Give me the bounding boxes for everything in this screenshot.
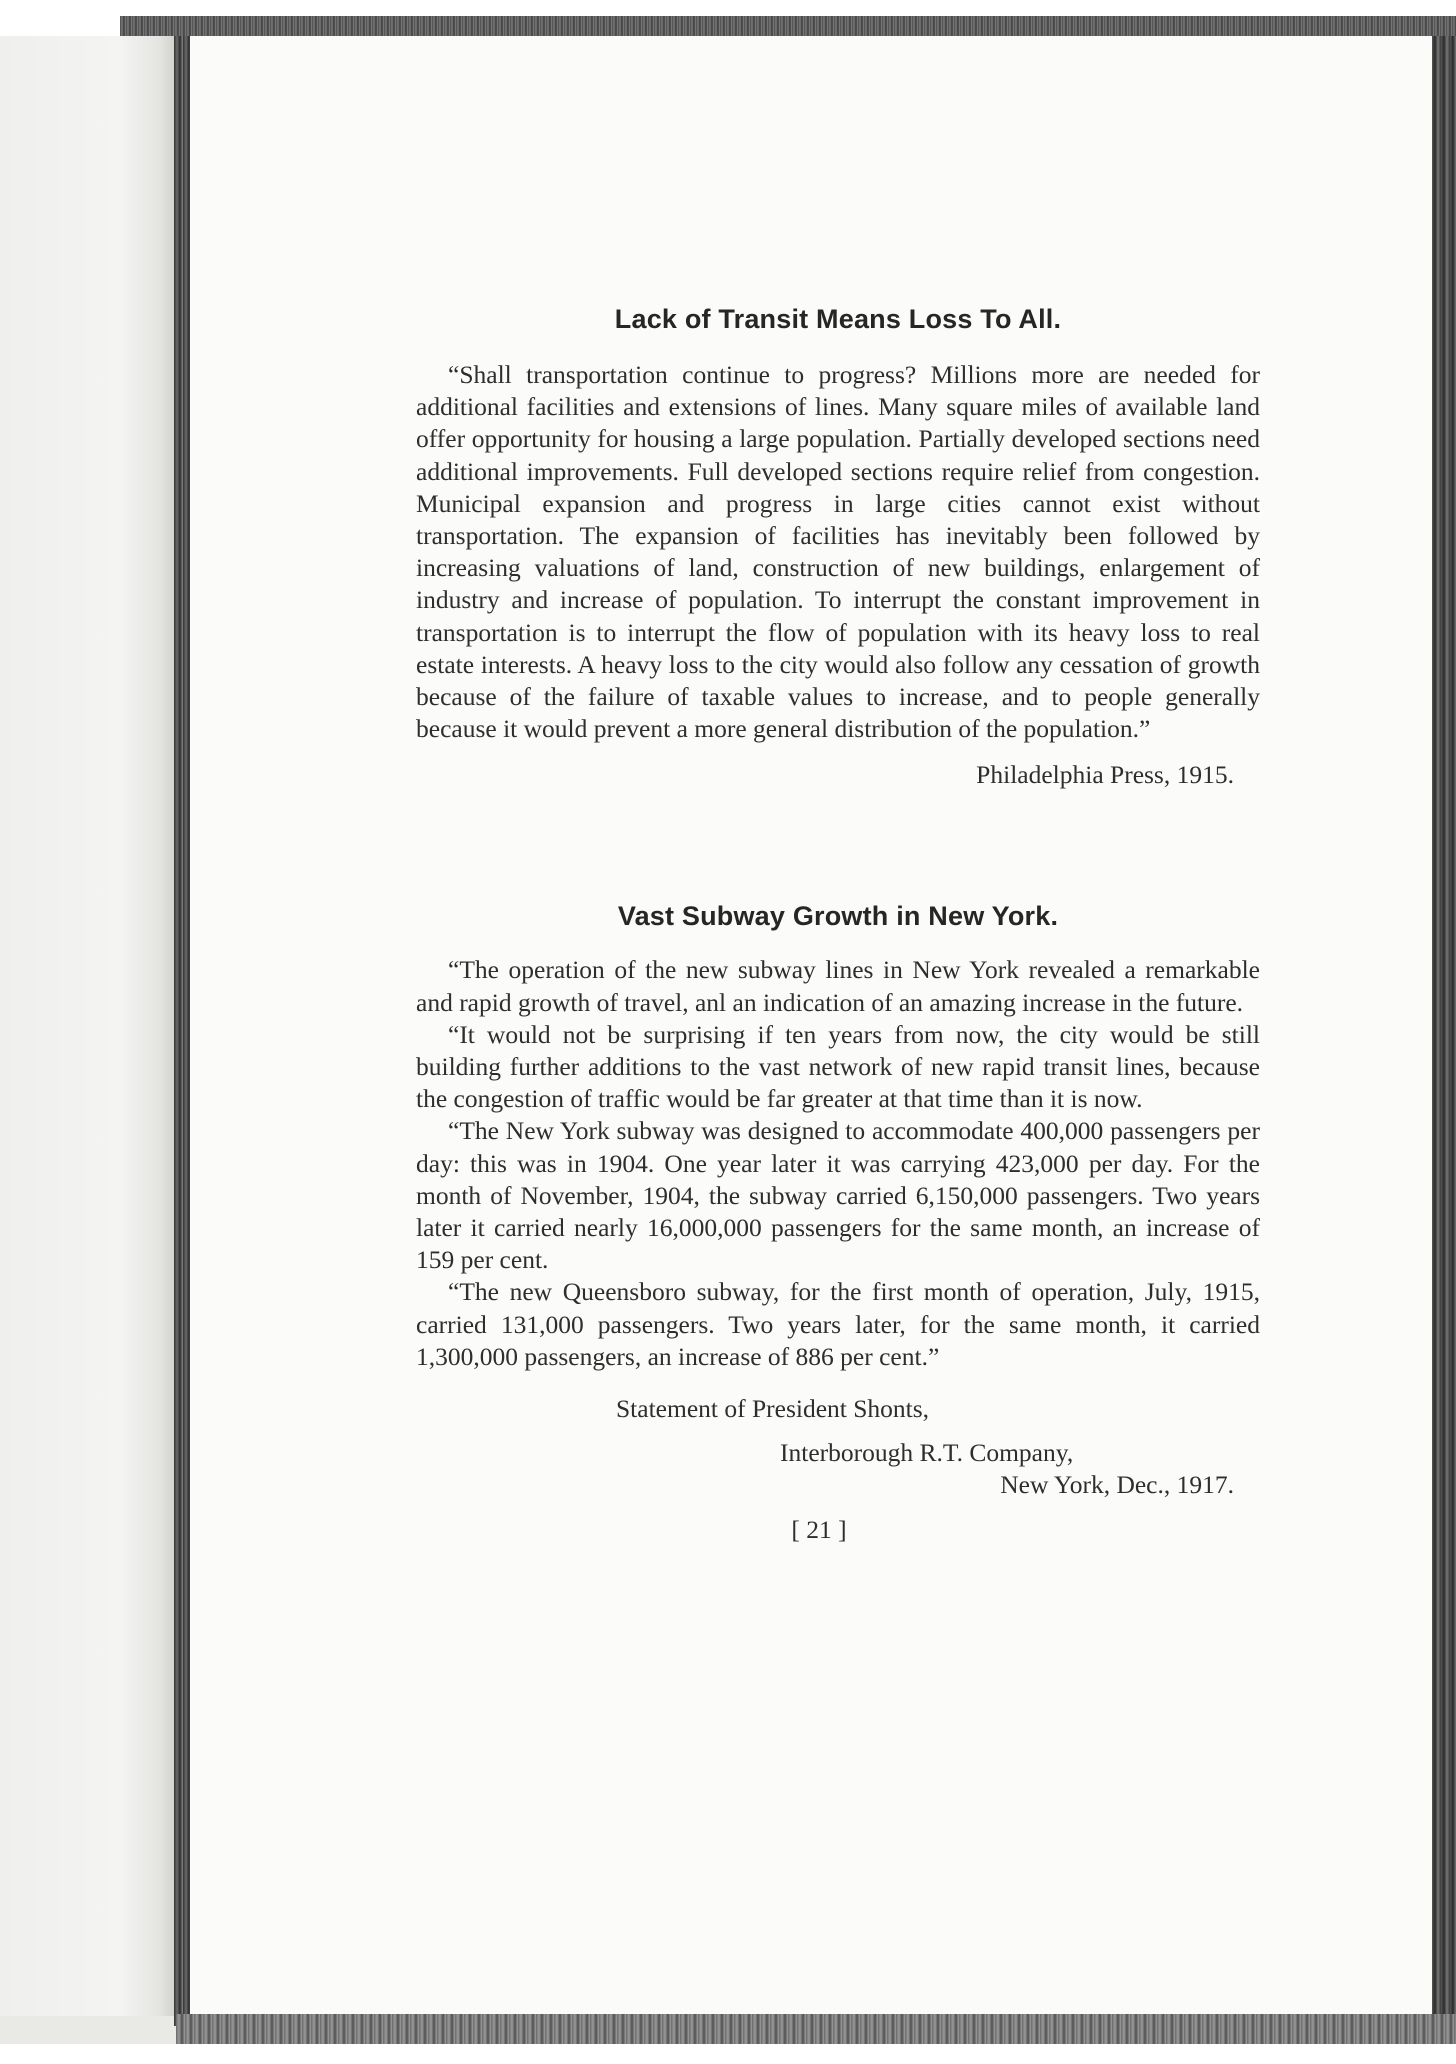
attribution-speaker: Statement of President Shonts,	[616, 1394, 930, 1424]
quote-paragraph: “Shall transportation continue to progress? Millions more are needed for additional facilities and extensions of lines. Many square miles of available land offer opportunity for housing a large population. Partially developed sections need additional improvements. Full developed sections require relief from congestion. Municipal expansion and progress in large cities cannot exist without transportation. The expansion of facilities has inevitably been followed by increasing valuations of land, construction of new buildings, enlargement of industry and increase of population. To interrupt the constant improvement in transportation is to interrupt the flow of population with its heavy loss to real estate interests. A heavy loss to the city would also follow any cessation of growth because of the failure of taxable values to increase, and to people generally because it would prevent a more general distribution of the population.”	[416, 360, 1260, 744]
section-heading-subway-growth: Vast Subway Growth in New York.	[617, 901, 1059, 932]
quote-attribution: Philadelphia Press, 1915.	[976, 760, 1234, 790]
quote-paragraph: “The New York subway was designed to accommodate 400,000 passengers per day: this was in 1904. One year later it was carrying 423,000 per day. For the month of November, 1904, the subway carried 6,150,000 passengers. Two years later it carried nearly 16,000,000 passengers for the same month, an increase of 159 per cent.	[416, 1116, 1260, 1275]
quote-paragraph: “It would not be surprising if ten years from now, the city would be still building further additions to the vast network of new rapid transit lines, because the congestion of traffic would be far greater at that time than it is now.	[416, 1019, 1260, 1114]
book-spine-edge	[174, 36, 190, 2026]
quote-paragraph: “The new Queensboro subway, for the first month of operation, July, 1915, carried 131,000 passengers. Two years later, for the same month, it carried 1,300,000 passengers, an increase of 886 per cent.”	[416, 1277, 1260, 1371]
page-content	[416, 260, 1260, 1545]
book-edge-right	[1432, 36, 1456, 2028]
attribution-company: Interborough R.T. Company,	[780, 1438, 1074, 1468]
section-heading-transit-loss: Lack of Transit Means Loss To All.	[614, 304, 1062, 334]
book-edge-top	[120, 16, 1456, 36]
book-edge-bottom	[176, 2014, 1456, 2044]
book-page	[190, 36, 1432, 2014]
scan-margin-bottom	[0, 2044, 1456, 2064]
facing-page	[0, 36, 176, 2016]
page-number: [ 21 ]	[791, 1515, 847, 1545]
quote-paragraph: “The operation of the new subway lines in New York revealed a remarkable and rapid growth of travel, anl an indication of an amazing increase in the future.	[416, 955, 1260, 1017]
attribution-place-date: New York, Dec., 1917.	[1000, 1470, 1234, 1500]
